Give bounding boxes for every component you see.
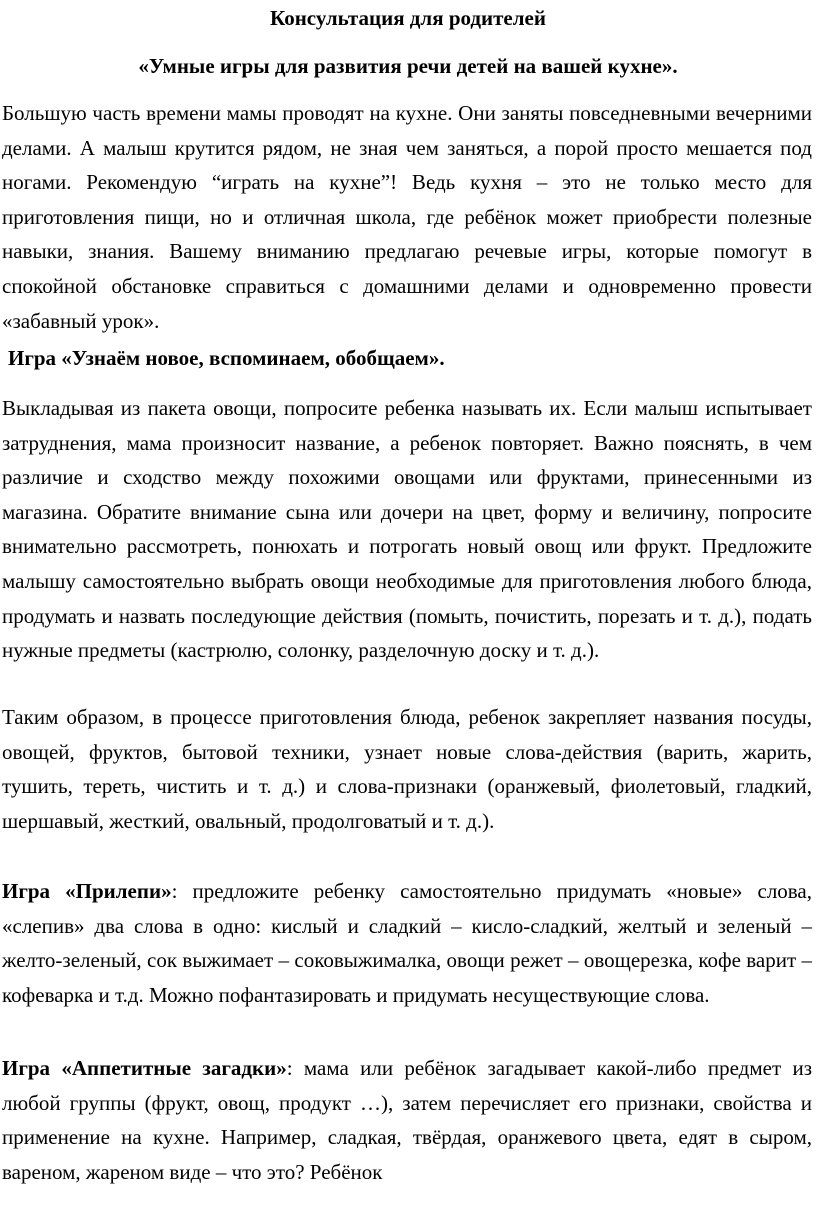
- game1-heading: Игра «Узнаём новое, вспоминаем, обобщаем».: [8, 346, 445, 370]
- game2-text: : предложите ребенку самостоятельно придумать «новые» слова, «слепив» два слова в одно: кислый и сладкий – кисло-сладкий, желтый и зеленый – желто-зеленый, сок выжимает – соковыжималка, овощи режет – овощерезка, кофе варит – кофеварка и т.д. Можно пофантазировать и придумать несуществующие слова.: [2, 879, 813, 1007]
- game3-text: : мама или ребёнок загадывает какой-либо предмет из любой группы (фрукт, овощ, продукт …), затем перечисляет его признаки, свойства и применение на кухне. Например, сладкая, твёрдая, оранжевого цвета, едят в сыром, вареном, жареном виде – что это? Ребёнок: [2, 1056, 812, 1184]
- game1-paragraph: Выкладывая из пакета овощи, попросите ребенка называть их. Если малыш испытывает затруднения, мама произносит название, а ребенок повторяет. Важно пояснять, в чем различие и сходство между похожими овощами или фруктами, принесенными из магазина. Обратите внимание сына или дочери на цвет, форму и величину, попросите внимательно рассмотреть, понюхать и потрогать новый овощ или фрукт. Предложите малышу самостоятельно выбрать овощи необходимые для приготовления любого блюда, продумать и назвать последующие действия (помыть, почистить, порезать и т. д.), подать нужные предметы (кастрюлю, солонку, разделочную доску и т. д.).: [2, 396, 812, 663]
- game2-paragraph: [2, 874, 812, 1012]
- document-subtitle: «Умные игры для развития речи детей на вашей кухне».: [138, 54, 678, 78]
- game3-paragraph: [2, 1051, 812, 1189]
- intro-paragraph: Большую часть времени мамы проводят на кухне. Они заняты повседневными вечерними делами. А малыш крутится рядом, не зная чем заняться, а порой просто мешается под ногами. Рекомендую “играть на кухне”! Ведь кухня – это не только место для приготовления пищи, но и отличная школа, где ребёнок может приобрести полезные навыки, знания. Вашему вниманию предлагаю речевые игры, которые помогут в спокойной обстановке справиться с домашними делами и одновременно провести «забавный урок».: [2, 101, 812, 333]
- game3-label: Игра «Аппетитные загадки»: [2, 1056, 287, 1080]
- game2-label: Игра «Прилепи»: [2, 879, 172, 903]
- document-title: Консультация для родителей: [270, 6, 546, 30]
- game1-summary-paragraph: Таким образом, в процессе приготовления блюда, ребенок закрепляет названия посуды, овощей, фруктов, бытовой техники, узнает новые слова-действия (варить, жарить, тушить, тереть, чистить и т. д.) и слова-признаки (оранжевый, фиолетовый, гладкий, шершавый, жесткий, овальный, продолговатый и т. д.).: [2, 705, 812, 833]
